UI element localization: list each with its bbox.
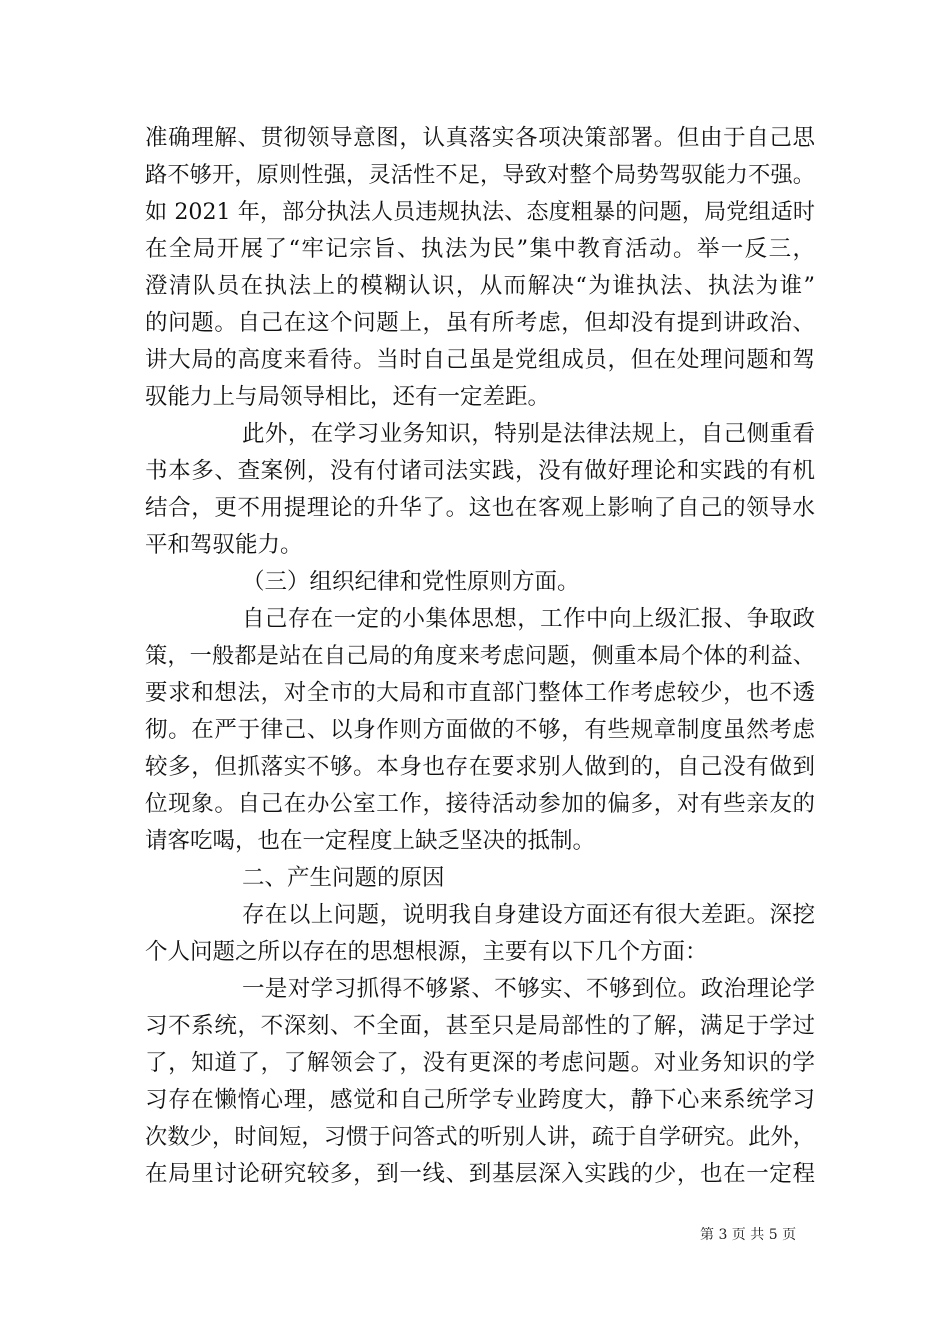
page-number-footer: 第 3 页 共 5 页 [700,1227,797,1243]
text-line: 彻。在严于律己、以身作则方面做的不够，有些规章制度虽然考虑 [145,717,815,743]
text-line: 在全局开展了“牢记宗旨、执法为民”集中教育活动。举一反三， [145,236,815,262]
paragraph-causes-intro [145,897,815,971]
text-line: 习不系统，不深刻、不全面，甚至只是局部性的了解，满足于学过 [145,1013,815,1039]
text-line: 平和驾驭能力。 [145,532,303,558]
text-line: 结合，更不用提理论的升华了。这也在客观上影响了自己的领导水 [145,495,815,521]
text-line: 的问题。自己在这个问题上，虽有所考虑，但却没有提到讲政治、 [145,310,815,336]
body-text [145,120,815,1193]
text-line: 要求和想法，对全市的大局和市直部门整体工作考虑较少，也不透 [145,680,815,706]
section-heading: 二、产生问题的原因 [242,865,445,891]
text-line: 了，知道了，了解领会了，没有更深的考虑问题。对业务知识的学 [145,1050,815,1076]
paragraph-business-knowledge [145,416,815,564]
text-line: 习存在懒惰心理，感觉和自己所学专业跨度大，静下心来系统学习 [145,1087,815,1113]
text-line: 书本多、查案例，没有付诸司法实践，没有做好理论和实践的有机 [145,458,815,484]
section-heading-causes [145,860,815,897]
text-line: 在局里讨论研究较多，到一线、到基层深入实践的少，也在一定程 [145,1161,815,1187]
text-line: 次数少，时间短，习惯于问答式的听别人讲，疏于自学研究。此外， [145,1124,815,1150]
section-heading: （三）组织纪律和党性原则方面。 [242,569,580,595]
text-line: 一是对学习抓得不够紧、不够实、不够到位。政治理论学 [242,976,815,1002]
text-line: 此外，在学习业务知识，特别是法律法规上，自己侧重看 [242,421,815,447]
text-line: 讲大局的高度来看待。当时自己虽是党组成员，但在处理问题和驾 [145,347,815,373]
paragraph-study [145,971,815,1193]
text-line: 如 2021 年，部分执法人员违规执法、态度粗暴的问题，局党组适时 [145,200,815,225]
text-line: 澄清队员在执法上的模糊认识，从而解决“为谁执法、执法为谁” [145,273,815,299]
text-line: 个人问题之所以存在的思想根源，主要有以下几个方面： [145,939,708,965]
text-line: 准确理解、贯彻领导意图，认真落实各项决策部署。但由于自己思 [145,125,815,151]
text-line: 路不够开，原则性强，灵活性不足，导致对整个局势驾驭能力不强。 [145,162,815,188]
text-line: 策，一般都是站在自己局的角度来考虑问题，侧重本局个体的利益、 [145,643,815,669]
text-line: 驭能力上与局领导相比，还有一定差距。 [145,384,551,410]
text-line: 请客吃喝，也在一定程度上缺乏坚决的抵制。 [145,828,596,854]
text-line: 存在以上问题，说明我自身建设方面还有很大差距。深挖 [242,902,815,928]
text-line: 较多，但抓落实不够。本身也存在要求别人做到的，自己没有做到 [145,754,815,780]
paragraph-discipline [145,601,815,860]
text-line: 位现象。自己在办公室工作，接待活动参加的偏多，对有些亲友的 [145,791,815,817]
section-heading-discipline [145,564,815,601]
paragraph-continuation [145,120,815,416]
text-line: 自己存在一定的小集体思想，工作中向上级汇报、争取政 [242,606,815,632]
